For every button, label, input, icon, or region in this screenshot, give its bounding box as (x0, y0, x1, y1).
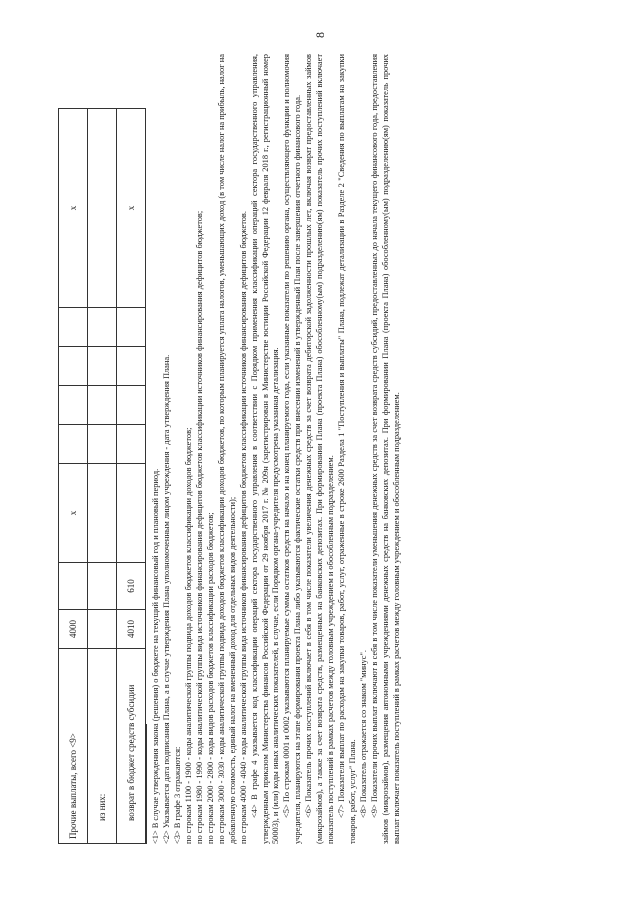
table-cell (88, 308, 117, 347)
table-cell: возврат в бюджет средств субсидии (117, 649, 146, 844)
footnote: <4> В графе 4 указывается код классификации операций сектора государственного управления в соответствии с Порядком применения классификации операций сектора государственного управления, утвержденным приказом Министерства финансов Российской Федерации от 29 ноября 2017 г. № 209н (зарегистрирован в Министерстве юстиции Российской Федерации 12 февраля 2018 г., регистрационный номер 50003), и (или) коды иных аналитических показателей, в случае, если Порядком органа-учредителя предусмотрена указанная детализация. (249, 54, 281, 844)
footnote: по строкам 1100 - 1900 - коды аналитической группы подвида доходов бюджетов классификации доходов бюджетов; (183, 427, 193, 844)
table-cell (59, 563, 88, 610)
table-cell (117, 347, 146, 386)
table-cell: из них: (88, 649, 117, 844)
footnote-separator (146, 724, 147, 844)
footnote: <6> Показатель прочих поступлений включает в себя в том числе показатели увеличения денежных средств за счет возврата дебиторской задолженности прошлых лет, включая возврат предоставленных займов (микрозаймов), а также за счет возврата средств, размещенных на банковских депозитах. При формировании Плана (проекта Плана) обособленному(ым) подразделению(ям) показатель прочих поступлений включает показатель поступлений в рамках расчетов между головным учреждением и обособленным подразделением. (304, 54, 336, 844)
table-cell (88, 464, 117, 563)
footnote: <1> В случае утверждения закона (решения) о бюджете на текущий финансовый год и плановый период. (151, 468, 160, 844)
table-cell: 4010 (117, 610, 146, 649)
table-cell (59, 308, 88, 347)
page-number: 8 (313, 32, 327, 38)
table-cell (117, 425, 146, 464)
table-row (88, 109, 117, 844)
payments-table (58, 108, 146, 844)
table-cell: x (59, 464, 88, 563)
table-cell: 610 (117, 563, 146, 610)
table-cell (88, 610, 117, 649)
footnote: по строкам 2000 - 2800 - коды видов расходов бюджетов классификации расходов бюджетов; (205, 512, 215, 844)
footnotes (151, 54, 403, 844)
footnote: <2> Указывается дата подписания Плана, а в случае утверждения Плана уполномоченным лицом учреждения - дата утверждения Плана. (161, 354, 171, 844)
table-row (117, 109, 146, 844)
table-cell (88, 109, 117, 308)
table-cell (88, 425, 117, 464)
table-cell: x (117, 109, 146, 308)
table-cell (59, 425, 88, 464)
table-cell (88, 386, 117, 425)
footnote: <7> Показатели выплат по расходам на закупки товаров, работ, услуг, отраженные в строке 2600 Раздела 1 "Поступления и выплаты" Плана, подлежат детализации в Разделе 2 "Сведения по выплатам на закупки товаров, работ, услуг" Плана. (337, 54, 358, 844)
footnote: по строкам 1980 - 1990 - коды аналитической группы вида источников финансирования дефицитов бюджетов классификации источников финансирования дефицитов бюджетов; (194, 210, 204, 844)
footnote: по строкам 4000 - 4040 - коды аналитической группы вида источников финансирования дефицитов бюджетов классификации источников финансирования дефицитов бюджетов. (238, 211, 248, 844)
table-cell (88, 563, 117, 610)
footnote: <3> В графе 3 отражаются: (172, 746, 182, 844)
footnote: по строкам 3000 - 3030 - коды аналитической группы подвида доходов бюджетов классификации доходов бюджетов, по которым планируется уплата налогов, уменьшающих доход (в том числе налог на прибыль, налог на добавленную стоимость, единый налог на вмененный доход для отдельных видов деятельности); (216, 54, 237, 844)
footnote: <9> Показатели прочих выплат включают в себя в том числе показатели уменьшения денежных средств за счет возврата средств субсидий, предоставленных до начала текущего финансового года, предоставления займов (микрозаймов), размещения автономными учреждениями денежных средств на банковских депозитах. При формировании Плана (проекта Плана) обособленному(ым) подразделению(ям) показатель прочих выплат включает показатель поступлений в рамках расчетов между головным учреждением и обособленным подразделением. (370, 54, 401, 844)
rotated-sheet (58, 32, 618, 880)
table-cell (117, 464, 146, 563)
table-cell (117, 386, 146, 425)
table-cell: x (59, 109, 88, 308)
table-cell: 4000 (59, 610, 88, 649)
footnote: <8> Показатель отражается со знаком "минус". (359, 650, 369, 818)
table-cell (117, 308, 146, 347)
table-cell (59, 347, 88, 386)
footnote: <5> По строкам 0001 и 0002 указываются планируемые суммы остатков средств на начало и на конец планируемого года, если указанные показатели по решению органа, осуществляющего функции и полномочия учредителя, планируются на этапе формирования проекта Плана либо указываются фактические остатки средств при внесении изменений в утвержденный План после завершения отчетного финансового года. (282, 54, 303, 844)
table-row (59, 109, 88, 844)
table-cell: Прочие выплаты, всего <9> (59, 649, 88, 844)
table-cell (88, 347, 117, 386)
table-cell (59, 386, 88, 425)
